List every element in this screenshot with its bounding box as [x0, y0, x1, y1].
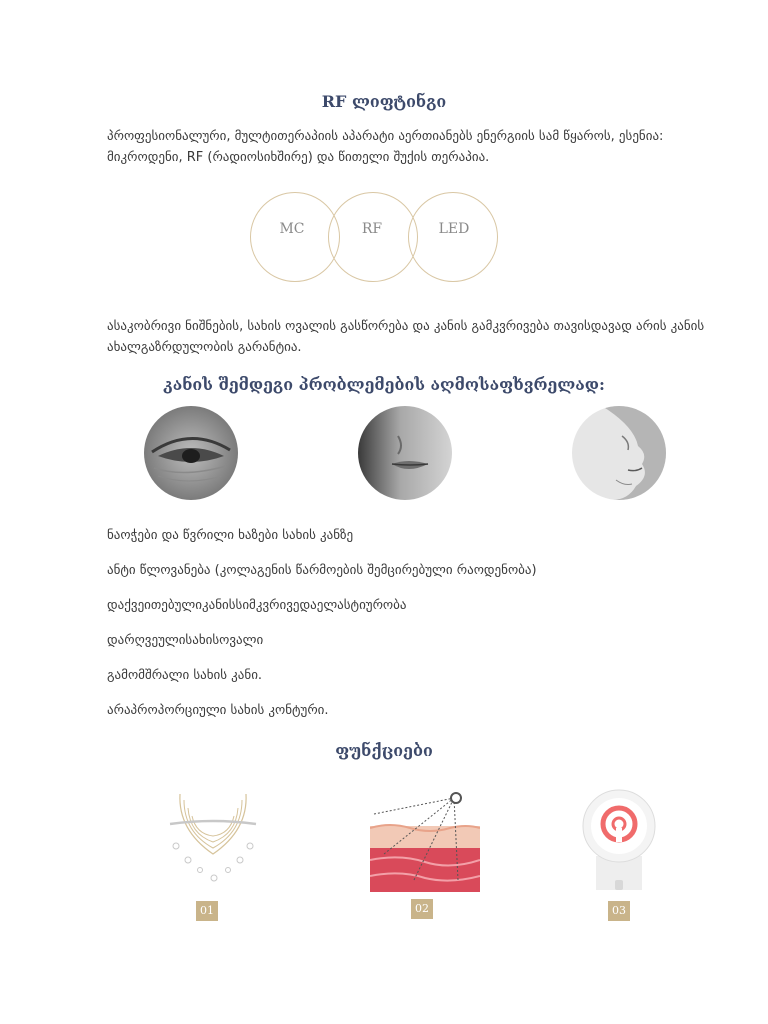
problem-item-4: დარღვეულისახისოვალი [107, 633, 264, 648]
venn-circle-mc [250, 192, 340, 282]
venn-circle-rf [328, 192, 418, 282]
led-device-illustration [582, 786, 656, 892]
venn-circle-led [408, 192, 498, 282]
function-badge-01: 01 [196, 901, 218, 921]
function-badge-03: 03 [608, 901, 630, 921]
rf-intro-paragraph: პროფესიონალური, მულტითერაპიის აპარატი აერთიანებს ენერგიის სამ წყაროს, ესენია: მიკროდენი, RF (რადიოსიხშირე) და წითელი შუქის თერაპია. [107, 129, 664, 165]
problems-heading: კანის შემდეგი პრობლემების აღმოსაფხვრელად: [163, 375, 605, 394]
eye-wrinkles-photo [144, 406, 238, 500]
venn-diagram [248, 192, 500, 284]
problem-item-3: დაქვეითებულიკანისსიმკვრივედაელასტიურობა [107, 598, 407, 613]
problem-item-5: გამომშრალი სახის კანი. [107, 668, 263, 683]
venn-label-mc: MC [279, 221, 305, 237]
rf-lifting-heading: RF ლიფტინგი [321, 92, 447, 111]
function-badge-02: 02 [411, 899, 433, 919]
skin-layers-rf-illustration [370, 784, 480, 892]
face-contour-illustration [168, 790, 258, 885]
rf-benefits-paragraph: ასაკობრივი ნიშნების, სახის ოვალის გასწორება და კანის გამკვრივება თავისდავად არის კანის ახალგაზრდულობის გარანტია. [107, 319, 705, 355]
functions-heading: ფუნქციები [335, 741, 433, 760]
venn-label-led: LED [438, 221, 470, 237]
sagging-cheek-photo [572, 406, 666, 500]
problem-item-2: ანტი წლოვანება (კოლაგენის წარმოების შემცირებული რაოდენობა) [107, 563, 537, 578]
problem-item-6: არაპროპორციული სახის კონტური. [107, 703, 329, 718]
venn-label-rf: RF [361, 221, 383, 237]
lips-photo [358, 406, 452, 500]
problem-item-1: ნაოჭები და წვრილი ხაზები სახის კანზე [107, 528, 354, 543]
